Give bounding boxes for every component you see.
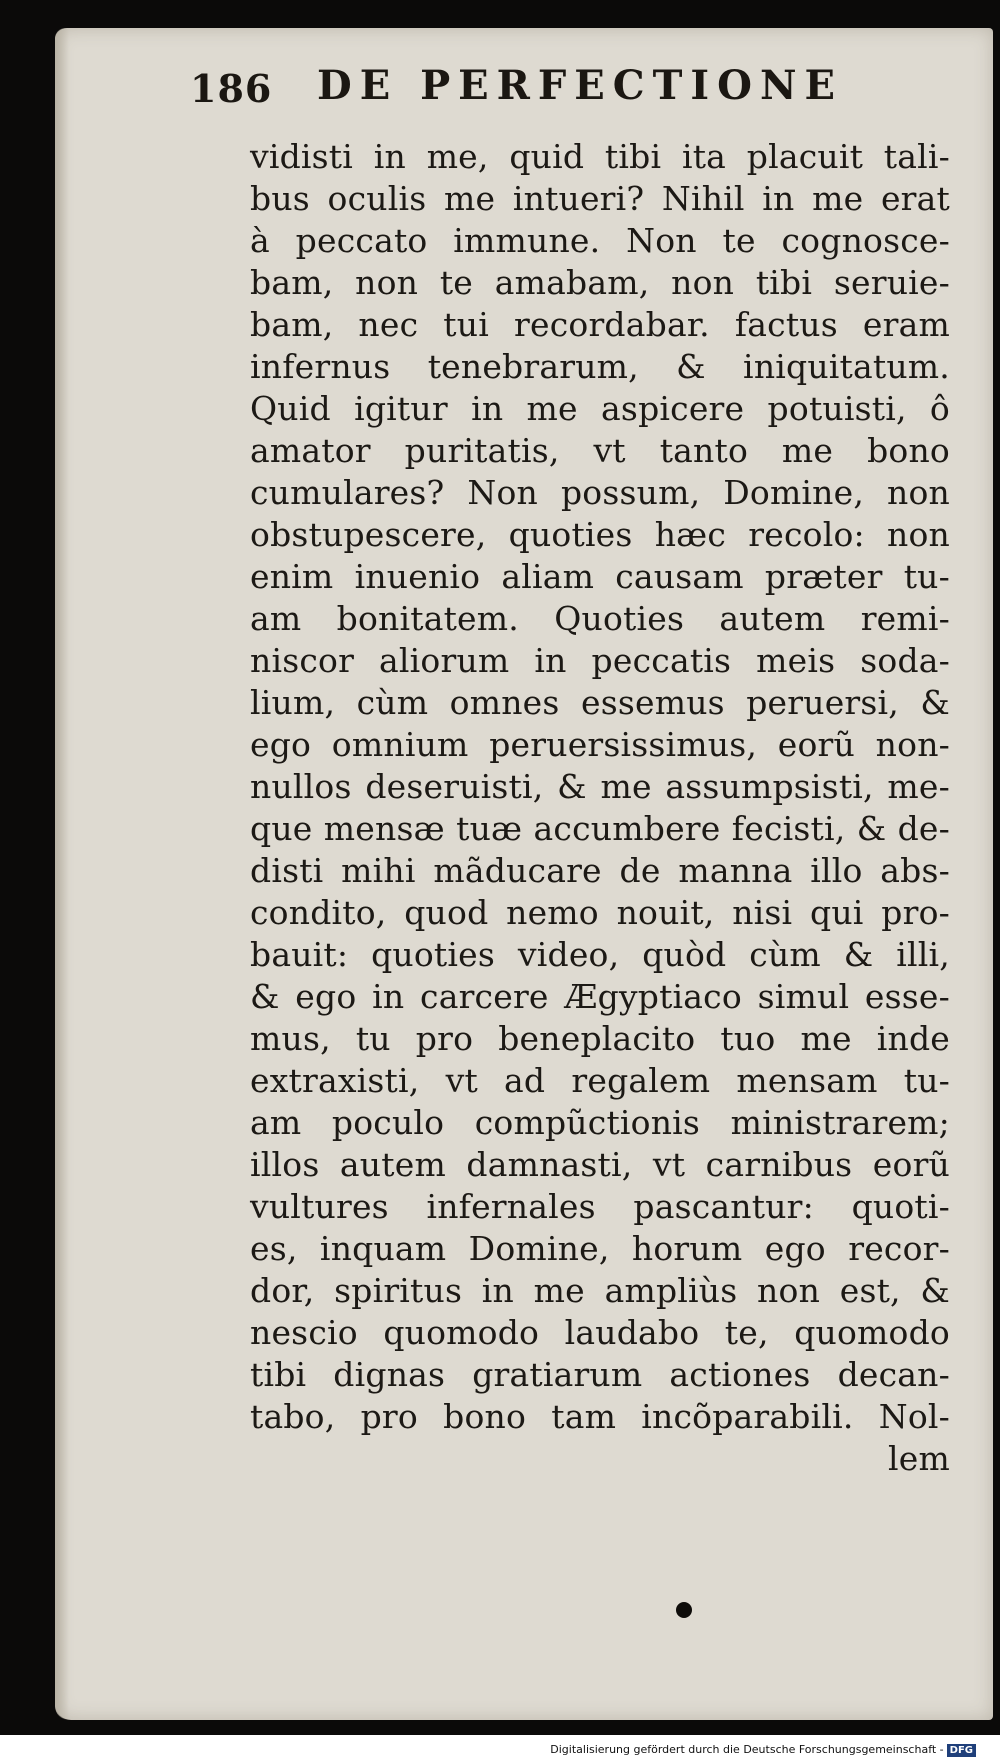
- text-line: bauit: quoties video, quòd cùm & illi,: [250, 935, 950, 974]
- text-line: bam, non te amabam, non tibi seruie-: [250, 263, 950, 302]
- text-line: am bonitatem. Quoties autem remi-: [250, 599, 950, 638]
- text-line: lium, cùm omnes essemus peruersi, &: [250, 683, 950, 722]
- text-line: amator puritatis, vt tanto me bono: [250, 431, 950, 470]
- text-line: obstupescere, quoties hæc recolo: non: [250, 515, 950, 554]
- credit-text: Digitalisierung gefördert durch die Deutsche Forschungsgemeinschaft -: [550, 1743, 944, 1756]
- text-line: extraxisti, vt ad regalem mensam tu-: [250, 1061, 950, 1100]
- text-line: vultures infernales pascantur: quoti-: [250, 1187, 950, 1226]
- dfg-logo: DFG: [947, 1744, 976, 1757]
- text-line: vidisti in me, quid tibi ita placuit tali-: [250, 137, 950, 176]
- text-line: es, inquam Domine, horum ego recor-: [250, 1229, 950, 1268]
- running-title: DE PERFECTIONE: [317, 62, 844, 109]
- text-line: dor, spiritus in me ampliùs non est, &: [250, 1271, 950, 1310]
- text-line: bam, nec tui recordabar. factus eram: [250, 305, 950, 344]
- text-line: am poculo compũctionis ministrarem;: [250, 1103, 950, 1142]
- page-spine-shadow: [55, 28, 69, 1720]
- text-line: bus oculis me intueri? Nihil in me erat: [250, 179, 950, 218]
- text-line: enim inuenio aliam causam præter tu-: [250, 557, 950, 596]
- page-number: 186: [190, 66, 273, 111]
- text-line: tabo, pro bono tam incõparabili. Nol-: [250, 1397, 950, 1436]
- text-line: disti mihi mãducare de manna illo abs-: [250, 851, 950, 890]
- text-line: nullos deseruisti, & me assumpsisti, me-: [250, 767, 950, 806]
- printer-ornament-dot: [676, 1602, 692, 1618]
- text-line: mus, tu pro beneplacito tuo me inde: [250, 1019, 950, 1058]
- digitization-credit: [550, 1743, 976, 1757]
- text-line: ego omnium peruersissimus, eorũ non-: [250, 725, 950, 764]
- catchword: lem: [888, 1439, 950, 1478]
- text-line: nescio quomodo laudabo te, quomodo: [250, 1313, 950, 1352]
- text-line: & ego in carcere Ægyptiaco simul esse-: [250, 977, 950, 1016]
- text-line: Quid igitur in me aspicere potuisti, ô: [250, 389, 950, 428]
- text-line: à peccato immune. Non te cognosce-: [250, 221, 950, 260]
- text-line: niscor aliorum in peccatis meis soda-: [250, 641, 950, 680]
- text-line: tibi dignas gratiarum actiones decan-: [250, 1355, 950, 1394]
- running-head: [190, 62, 850, 128]
- body-text: [250, 136, 950, 1480]
- text-line: condito, quod nemo nouit, nisi qui pro-: [250, 893, 950, 932]
- text-line: infernus tenebrarum, & iniquitatum.: [250, 347, 950, 386]
- text-line: illos autem damnasti, vt carnibus eorũ: [250, 1145, 950, 1184]
- text-line: cumulares? Non possum, Domine, non: [250, 473, 950, 512]
- text-line: que mensæ tuæ accumbere fecisti, & de-: [250, 809, 950, 848]
